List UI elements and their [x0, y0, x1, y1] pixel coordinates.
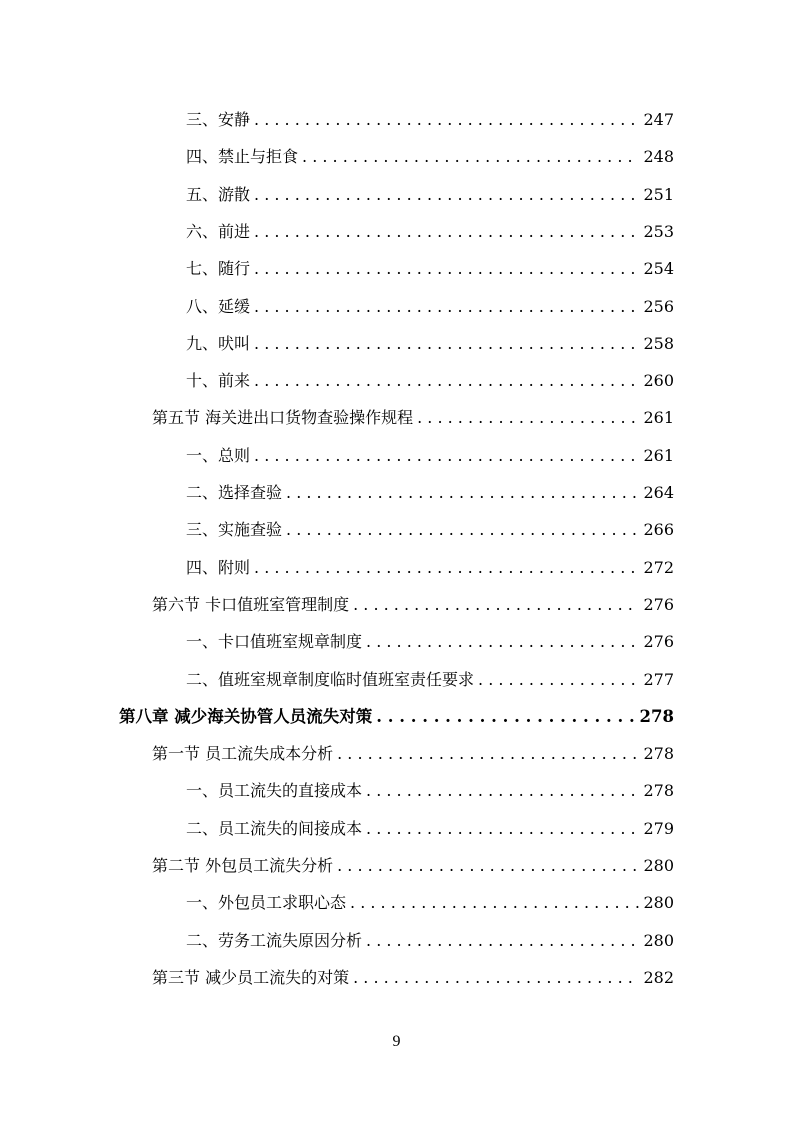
toc-entry-title: 二、值班室规章制度临时值班室责任要求	[186, 669, 475, 689]
toc-entry-title: 八、延缓	[186, 296, 251, 316]
toc-dot-leader	[350, 884, 639, 921]
toc-entry-page: 277	[643, 669, 674, 689]
toc-dot-leader	[417, 399, 639, 436]
toc-entry-item[interactable]	[186, 101, 674, 138]
toc-entry-title: 第六节 卡口值班室管理制度	[152, 594, 350, 614]
toc-entry-item[interactable]	[186, 549, 674, 586]
toc-dot-leader	[254, 176, 639, 213]
toc-entry-title: 七、随行	[186, 259, 251, 279]
toc-entry-item[interactable]	[186, 138, 674, 175]
toc-entry-item[interactable]	[186, 623, 674, 660]
toc-entry-title: 五、游散	[186, 184, 251, 204]
toc-entry-page: 280	[643, 856, 674, 875]
toc-entry-title: 六、前进	[186, 221, 251, 241]
toc-entry-item[interactable]	[186, 884, 674, 921]
toc-entry-title: 第二节 外包员工流失分析	[152, 856, 334, 875]
toc-entry-title: 一、外包员工求职心态	[186, 893, 347, 913]
toc-entry-page: 251	[643, 184, 674, 204]
toc-entry-item[interactable]	[186, 474, 674, 511]
toc-entry-page: 266	[643, 520, 674, 540]
toc-entry-title: 一、卡口值班室规章制度	[186, 632, 363, 652]
toc-entry-page: 258	[643, 333, 674, 353]
toc-dot-leader	[286, 474, 639, 511]
toc-dot-leader	[353, 586, 639, 623]
toc-entry-page: 260	[643, 371, 674, 391]
toc-entry-title: 二、劳务工流失原因分析	[186, 930, 363, 950]
toc-entry-page: 264	[643, 483, 674, 502]
toc-entry-title: 一、员工流失的直接成本	[186, 781, 363, 801]
toc-entry-title: 第三节 减少员工流失的对策	[152, 967, 350, 987]
toc-entry-page: 279	[643, 818, 674, 838]
toc-entry-page: 282	[643, 967, 674, 987]
toc-entry-title: 二、选择查验	[186, 483, 283, 502]
toc-entry-page: 256	[643, 296, 674, 316]
toc-dot-leader	[366, 810, 639, 847]
toc-entry-section[interactable]	[152, 959, 674, 996]
toc-entry-section[interactable]	[152, 586, 674, 623]
toc-entry-page: 272	[643, 557, 674, 577]
toc-entry-item[interactable]	[186, 176, 674, 213]
toc-dot-leader	[254, 213, 639, 250]
toc-entry-page: 261	[643, 408, 674, 428]
toc-entry-chapter[interactable]	[119, 698, 674, 735]
toc-entry-item[interactable]	[186, 511, 674, 548]
toc-entry-item[interactable]	[186, 922, 674, 959]
toc-entry-item[interactable]	[186, 362, 674, 399]
toc-entry-title: 第五节 海关进出口货物查验操作规程	[152, 408, 414, 428]
toc-entry-item[interactable]	[186, 772, 674, 809]
toc-entry-page: 280	[643, 893, 674, 913]
toc-entry-title: 第一节 员工流失成本分析	[152, 744, 334, 764]
toc-dot-leader	[353, 959, 639, 996]
toc-entry-item[interactable]	[186, 250, 674, 287]
toc-entry-section[interactable]	[152, 399, 674, 436]
toc-entry-page: 278	[643, 781, 674, 801]
toc-entry-page: 280	[643, 930, 674, 950]
page-number: 9	[392, 1033, 401, 1050]
toc-entry-title: 四、禁止与拒食	[186, 147, 299, 167]
toc-entry-page: 278	[643, 744, 674, 764]
toc-dot-leader	[366, 623, 639, 660]
toc-entry-item[interactable]	[186, 288, 674, 325]
toc-dot-leader	[376, 698, 635, 735]
toc-dot-leader	[254, 288, 639, 325]
toc-entry-title: 十、前来	[186, 371, 251, 391]
toc-dot-leader	[337, 847, 639, 884]
toc-dot-leader	[254, 549, 639, 586]
toc-entry-title: 三、实施查验	[186, 520, 283, 540]
toc-entry-item[interactable]	[186, 661, 674, 698]
toc-dot-leader	[286, 511, 639, 548]
toc-entry-page: 278	[639, 706, 674, 726]
toc-entry-page: 276	[643, 632, 674, 652]
toc-dot-leader	[254, 101, 639, 138]
toc-entry-title: 第八章 减少海关协管人员流失对策	[119, 706, 373, 726]
toc-entry-page: 261	[643, 445, 674, 465]
toc-entry-item[interactable]	[186, 437, 674, 474]
toc-entry-section[interactable]	[152, 847, 674, 884]
toc-entry-page: 254	[643, 259, 674, 279]
toc-dot-leader	[302, 138, 639, 175]
toc-dot-leader	[254, 437, 639, 474]
toc-dot-leader	[366, 772, 639, 809]
toc-entry-title: 一、总则	[186, 445, 251, 465]
toc-dot-leader	[254, 362, 639, 399]
toc-dot-leader	[254, 250, 639, 287]
toc-entry-section[interactable]	[152, 735, 674, 772]
toc-entry-page: 253	[643, 221, 674, 241]
toc-dot-leader	[254, 325, 639, 362]
toc-entry-title: 二、员工流失的间接成本	[186, 818, 363, 838]
toc-entry-title: 四、附则	[186, 557, 251, 577]
toc-dot-leader	[478, 661, 639, 698]
toc-dot-leader	[337, 735, 639, 772]
toc-entry-title: 九、吠叫	[186, 333, 251, 353]
toc-entry-page: 247	[643, 110, 674, 129]
toc-entry-title: 三、安静	[186, 110, 251, 129]
toc-entry-page: 276	[643, 594, 674, 614]
toc-entry-page: 248	[643, 147, 674, 167]
toc-dot-leader	[366, 922, 639, 959]
toc-entry-item[interactable]	[186, 325, 674, 362]
toc-entry-item[interactable]	[186, 810, 674, 847]
toc-entry-item[interactable]	[186, 213, 674, 250]
